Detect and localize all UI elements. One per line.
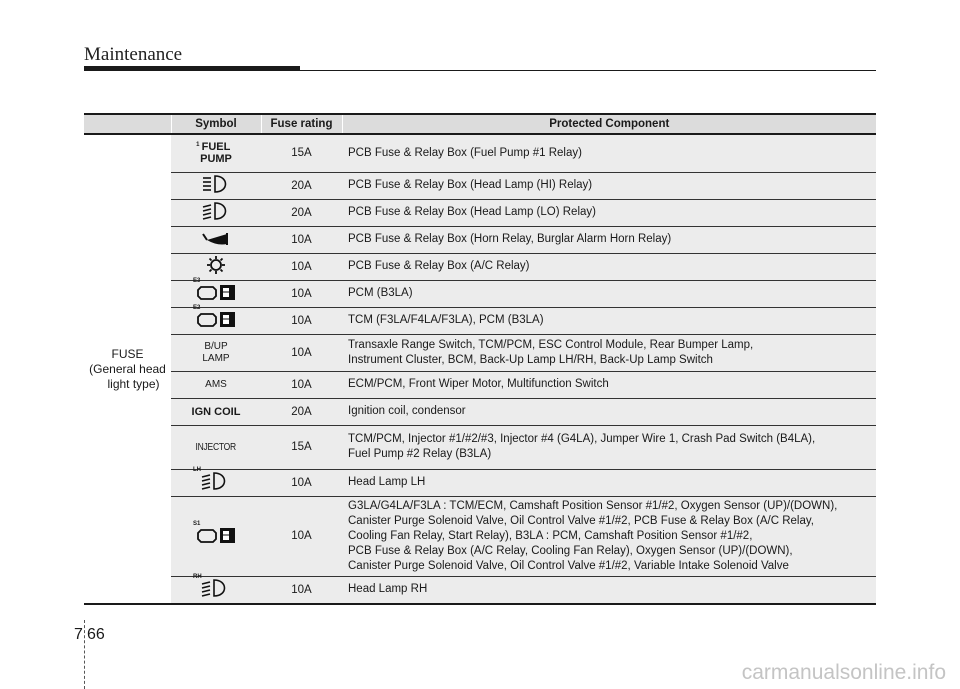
ams-text-icon bbox=[171, 371, 261, 398]
group-label-line: light type) bbox=[107, 376, 160, 391]
engine-control-icon bbox=[193, 278, 237, 302]
header-empty bbox=[84, 114, 171, 134]
table-row bbox=[84, 371, 876, 398]
component-line: Canister Purge Solenoid Valve, Oil Control Valve #1/#2, Variable Intake Solenoid Valve bbox=[348, 559, 789, 572]
chapter-number: 7 bbox=[74, 626, 83, 643]
fuse-rating-cell: 10A bbox=[261, 496, 342, 576]
fuse-rating-cell: 15A bbox=[261, 425, 342, 469]
component-line: Canister Purge Solenoid Valve, Oil Control Valve #1/#2, PCB Fuse & Relay Box (A/C Relay, bbox=[348, 514, 814, 527]
fuse-group-label bbox=[84, 134, 171, 604]
header-fuse-rating: Fuse rating bbox=[261, 114, 342, 134]
table-row bbox=[84, 226, 876, 253]
fuse-rating-cell: 10A bbox=[261, 371, 342, 398]
protected-component-cell bbox=[342, 307, 876, 334]
low-beam-headlamp-icon bbox=[202, 201, 230, 221]
footer-divider bbox=[84, 620, 85, 689]
symbol-superscript: E3 bbox=[193, 278, 201, 284]
component-line: Head Lamp LH bbox=[348, 476, 426, 488]
fuse-rating-cell: 20A bbox=[261, 398, 342, 425]
air-conditioner-icon bbox=[205, 255, 227, 275]
symbol-label: B/UP bbox=[204, 340, 228, 352]
page-header-title: Maintenance bbox=[84, 44, 183, 65]
fuse-table bbox=[84, 113, 876, 605]
fuse-rating-cell: 10A bbox=[261, 253, 342, 280]
table-row bbox=[84, 425, 876, 469]
component-line: Fuel Pump #2 Relay (B3LA) bbox=[348, 448, 492, 460]
protected-component-cell bbox=[342, 280, 876, 307]
table-row bbox=[84, 576, 876, 604]
protected-component-cell bbox=[342, 398, 876, 425]
engine-control-icon bbox=[193, 520, 237, 545]
header-protected-component: Protected Component bbox=[342, 114, 876, 134]
component-line: ECM/PCM, Front Wiper Motor, Multifunction Switch bbox=[348, 378, 609, 390]
protected-component-cell bbox=[342, 226, 876, 253]
protected-component-cell bbox=[342, 334, 876, 371]
symbol-superscript: E2 bbox=[193, 305, 201, 311]
table-row bbox=[84, 334, 876, 371]
protected-component-cell bbox=[342, 134, 876, 172]
fuse-rating-cell: 10A bbox=[261, 576, 342, 604]
fuse-rating-cell: 20A bbox=[261, 172, 342, 199]
injector-text-icon bbox=[171, 425, 261, 469]
fuse-rating-cell: 10A bbox=[261, 226, 342, 253]
group-label-line: FUSE bbox=[111, 346, 144, 361]
symbol-superscript: RH bbox=[193, 574, 202, 581]
protected-component-cell bbox=[342, 496, 876, 576]
component-line: TCM/PCM, Injector #1/#2/#3, Injector #4 (G4LA), Jumper Wire 1, Crash Pad Switch (B4LA), bbox=[348, 433, 816, 445]
headlamp-icon bbox=[193, 574, 231, 598]
table-row bbox=[84, 469, 876, 496]
fuse-rating-cell: 10A bbox=[261, 307, 342, 334]
symbol-superscript: LH bbox=[193, 467, 201, 473]
fuse-rating-cell: 10A bbox=[261, 280, 342, 307]
header-bar bbox=[84, 66, 300, 71]
component-line: PCB Fuse & Relay Box (Horn Relay, Burglar Alarm Horn Relay) bbox=[348, 233, 672, 245]
table-row bbox=[84, 496, 876, 576]
backup-lamp-text-icon bbox=[171, 334, 261, 371]
ign-coil-text-icon bbox=[171, 398, 261, 425]
high-beam-headlamp-icon bbox=[202, 174, 230, 194]
protected-component-cell bbox=[342, 371, 876, 398]
header-symbol: Symbol bbox=[171, 114, 261, 134]
component-line: PCB Fuse & Relay Box (A/C Relay, Cooling Fan Relay), Oxygen Sensor (UP)/(DOWN), bbox=[348, 544, 793, 557]
component-line: PCB Fuse & Relay Box (Fuel Pump #1 Relay) bbox=[348, 146, 582, 159]
protected-component-cell bbox=[342, 425, 876, 469]
page-number: 66 bbox=[87, 626, 105, 643]
protected-component-cell bbox=[342, 172, 876, 199]
headlamp-icon bbox=[193, 467, 231, 491]
fuse-rating-cell: 10A bbox=[261, 334, 342, 371]
component-line: PCB Fuse & Relay Box (A/C Relay) bbox=[348, 260, 530, 272]
protected-component-cell bbox=[342, 199, 876, 226]
table-row bbox=[84, 280, 876, 307]
group-label-line: (General head bbox=[89, 361, 166, 376]
symbol-label: INJECTOR bbox=[195, 441, 237, 453]
symbol-label: AMS bbox=[205, 379, 227, 390]
component-line: Head Lamp RH bbox=[348, 583, 428, 596]
table-row bbox=[84, 172, 876, 199]
fuse-rating-cell: 10A bbox=[261, 469, 342, 496]
symbol-superscript: S1 bbox=[193, 520, 201, 527]
component-line: PCB Fuse & Relay Box (Head Lamp (LO) Relay) bbox=[348, 206, 596, 218]
header-rule bbox=[300, 70, 876, 71]
engine-control-icon bbox=[193, 305, 237, 329]
symbol-label: FUEL bbox=[201, 141, 231, 154]
protected-component-cell bbox=[342, 253, 876, 280]
fuse-rating-cell: 15A bbox=[261, 134, 342, 172]
horn-icon bbox=[201, 228, 231, 248]
protected-component-cell bbox=[342, 576, 876, 604]
protected-component-cell bbox=[342, 469, 876, 496]
component-line: G3LA/G4LA/F3LA : TCM/ECM, Camshaft Position Sensor #1/#2, Oxygen Sensor (UP)/(DOWN), bbox=[348, 499, 838, 512]
component-line: Cooling Fan Relay, Start Relay), B3LA : PCM, Camshaft Position Sensor #1/#2, bbox=[348, 529, 753, 542]
component-line: PCB Fuse & Relay Box (Head Lamp (HI) Relay) bbox=[348, 179, 593, 191]
component-line: PCM (B3LA) bbox=[348, 287, 413, 299]
table-header-row bbox=[84, 114, 876, 134]
symbol-label: LAMP bbox=[202, 352, 230, 364]
symbol-label: PUMP bbox=[200, 153, 232, 166]
watermark: carmanualsonline.info bbox=[741, 661, 946, 684]
component-line: TCM (F3LA/F4LA/F3LA), PCM (B3LA) bbox=[348, 314, 544, 326]
table-row bbox=[84, 199, 876, 226]
table-row bbox=[84, 253, 876, 280]
symbol-label: IGN COIL bbox=[191, 405, 241, 418]
component-line: Transaxle Range Switch, TCM/PCM, ESC Control Module, Rear Bumper Lamp, bbox=[348, 338, 754, 351]
fuel-pump-text-icon bbox=[171, 134, 261, 172]
component-line: Instrument Cluster, BCM, Back-Up Lamp LH/RH, Back-Up Lamp Switch bbox=[348, 353, 713, 366]
table-row bbox=[84, 134, 876, 172]
table-row bbox=[84, 398, 876, 425]
component-line: Ignition coil, condensor bbox=[348, 405, 466, 417]
fuse-rating-cell: 20A bbox=[261, 199, 342, 226]
symbol-superscript: 1 bbox=[196, 142, 200, 149]
table-row bbox=[84, 307, 876, 334]
